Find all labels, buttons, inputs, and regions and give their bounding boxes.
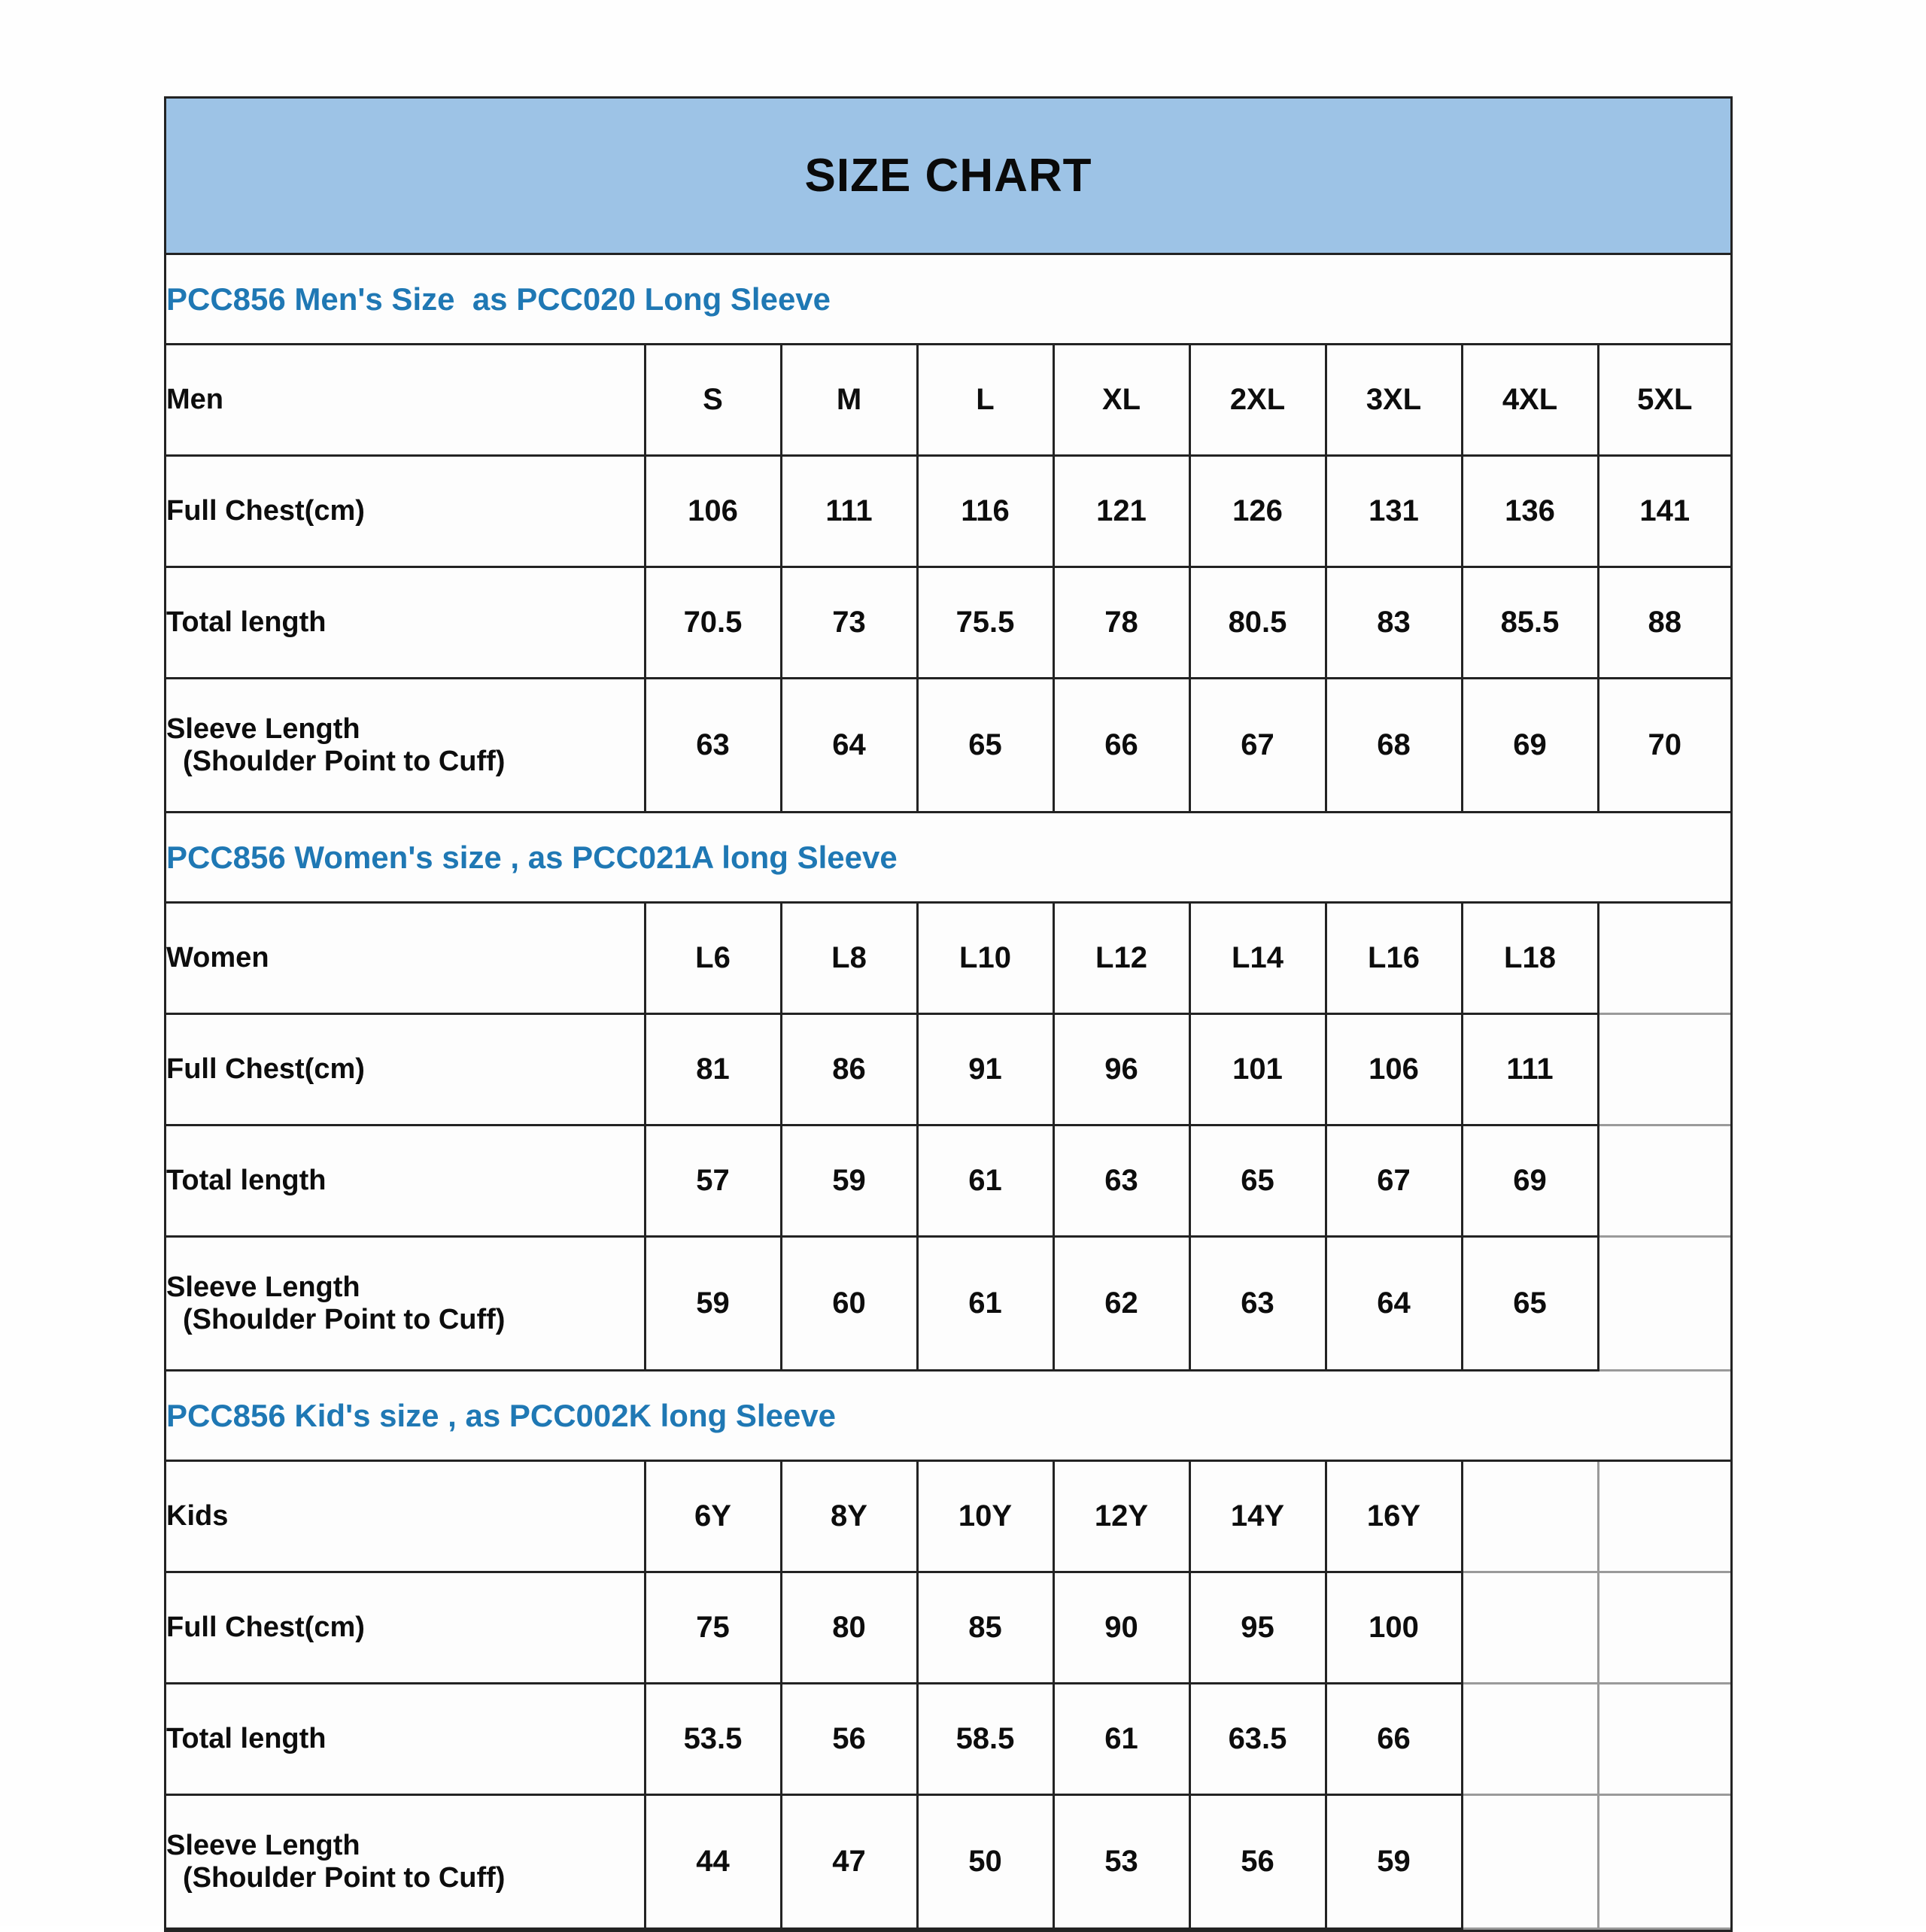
measurement-label-line2: (Shoulder Point to Cuff) <box>183 1861 506 1894</box>
measurement-value-cell: 111 <box>781 456 917 567</box>
measurement-value-cell: 69 <box>1462 1125 1598 1237</box>
size-header-cell: S <box>645 345 781 456</box>
measurement-label-cell <box>166 1684 645 1795</box>
measurement-value-cell: 47 <box>781 1795 917 1929</box>
section-heading-cell <box>166 254 1730 345</box>
measurement-value-cell: 65 <box>917 679 1053 813</box>
measurement-value-cell: 75 <box>645 1572 781 1684</box>
empty-cell <box>1598 1572 1730 1684</box>
size-header-cell: L10 <box>917 903 1053 1014</box>
measurement-value-cell: 83 <box>1326 567 1462 679</box>
measurement-value-cell: 50 <box>917 1795 1053 1929</box>
measurement-value-cell: 69 <box>1462 679 1598 813</box>
measurement-label-cell <box>166 1795 645 1929</box>
measurement-value-cell: 80.5 <box>1189 567 1326 679</box>
measurement-value-cell: 80 <box>781 1572 917 1684</box>
size-header-cell: 4XL <box>1462 345 1598 456</box>
size-header-cell: 8Y <box>781 1461 917 1572</box>
measurement-label-line1: Sleeve Length <box>166 1271 360 1303</box>
measurement-label-line1: Full Chest(cm) <box>166 1053 365 1085</box>
size-chart-table <box>166 99 1730 1930</box>
measurement-value-cell: 64 <box>781 679 917 813</box>
measurement-label-cell <box>166 1014 645 1125</box>
measurement-value-cell: 59 <box>1326 1795 1462 1929</box>
measurement-label-cell <box>166 1572 645 1684</box>
table-row <box>166 1461 1730 1572</box>
measurement-value-cell: 61 <box>917 1125 1053 1237</box>
empty-cell <box>1598 1461 1730 1572</box>
empty-cell <box>1598 1795 1730 1929</box>
size-header-cell: 2XL <box>1189 345 1326 456</box>
measurement-value-cell: 63 <box>1189 1237 1326 1371</box>
measurement-value-cell: 62 <box>1053 1237 1189 1371</box>
size-header-cell: L12 <box>1053 903 1189 1014</box>
table-row <box>166 1795 1730 1929</box>
measurement-value-cell: 53 <box>1053 1795 1189 1929</box>
table-row <box>166 1572 1730 1684</box>
measurement-value-cell: 106 <box>645 456 781 567</box>
measurement-value-cell: 85.5 <box>1462 567 1598 679</box>
size-header-cell: L <box>917 345 1053 456</box>
measurement-label-line1: Sleeve Length <box>166 712 360 745</box>
measurement-value-cell: 96 <box>1053 1014 1189 1125</box>
size-header-cell: L14 <box>1189 903 1326 1014</box>
table-row <box>166 1684 1730 1795</box>
measurement-value-cell: 65 <box>1462 1237 1598 1371</box>
measurement-label-cell <box>166 1125 645 1237</box>
size-header-cell: 5XL <box>1598 345 1730 456</box>
measurement-value-cell: 141 <box>1598 456 1730 567</box>
table-row <box>166 903 1730 1014</box>
measurement-value-cell: 100 <box>1326 1572 1462 1684</box>
empty-cell <box>1598 1237 1730 1371</box>
measurement-value-cell: 68 <box>1326 679 1462 813</box>
measurement-value-cell: 86 <box>781 1014 917 1125</box>
page-title: SIZE CHART <box>804 150 1092 202</box>
measurement-value-cell: 63.5 <box>1189 1684 1326 1795</box>
size-chart-table-container <box>164 96 1733 1932</box>
measurement-value-cell: 61 <box>1053 1684 1189 1795</box>
table-row <box>166 1237 1730 1371</box>
measurement-value-cell: 44 <box>645 1795 781 1929</box>
measurement-label-line1: Total length <box>166 1723 327 1754</box>
size-header-cell: 16Y <box>1326 1461 1462 1572</box>
size-chart-body <box>166 99 1730 254</box>
measurement-value-cell: 90 <box>1053 1572 1189 1684</box>
table-row <box>166 679 1730 813</box>
size-header-cell: XL <box>1053 345 1189 456</box>
measurement-value-cell: 67 <box>1189 679 1326 813</box>
measurement-value-cell: 66 <box>1326 1684 1462 1795</box>
measurement-label-cell <box>166 1237 645 1371</box>
size-header-cell: 14Y <box>1189 1461 1326 1572</box>
size-header-cell: L18 <box>1462 903 1598 1014</box>
measurement-label-line2: (Shoulder Point to Cuff) <box>183 1303 506 1335</box>
measurement-label-line1: Full Chest(cm) <box>166 495 365 527</box>
section-heading-label: PCC856 Kid's size , as PCC002K long Sleeve <box>166 1397 837 1433</box>
measurement-value-cell: 88 <box>1598 567 1730 679</box>
measurement-value-cell: 81 <box>645 1014 781 1125</box>
measurement-label-line1: Sleeve Length <box>166 1829 360 1861</box>
group-label-cell: Men <box>166 345 645 456</box>
measurement-value-cell: 61 <box>917 1237 1053 1371</box>
empty-cell <box>1462 1572 1598 1684</box>
title-row <box>166 99 1730 254</box>
size-header-cell: L6 <box>645 903 781 1014</box>
table-row <box>166 1014 1730 1125</box>
measurement-label-cell <box>166 567 645 679</box>
measurement-value-cell: 136 <box>1462 456 1598 567</box>
size-header-cell: M <box>781 345 917 456</box>
measurement-value-cell: 131 <box>1326 456 1462 567</box>
measurement-value-cell: 60 <box>781 1237 917 1371</box>
measurement-value-cell: 56 <box>1189 1795 1326 1929</box>
measurement-value-cell: 66 <box>1053 679 1189 813</box>
measurement-label-line1: Total length <box>166 606 327 638</box>
measurement-value-cell: 59 <box>645 1237 781 1371</box>
section-heading-label: PCC856 Men's Size as PCC020 Long Sleeve <box>166 281 831 317</box>
table-row <box>166 345 1730 456</box>
empty-cell <box>1598 1014 1730 1125</box>
section-heading-cell <box>166 1371 1730 1461</box>
measurement-label-line1: Full Chest(cm) <box>166 1612 365 1643</box>
measurement-value-cell: 106 <box>1326 1014 1462 1125</box>
section-heading-row <box>166 813 1730 903</box>
measurement-value-cell: 63 <box>645 679 781 813</box>
measurement-value-cell: 53.5 <box>645 1684 781 1795</box>
measurement-value-cell: 111 <box>1462 1014 1598 1125</box>
measurement-value-cell: 70.5 <box>645 567 781 679</box>
measurement-value-cell: 91 <box>917 1014 1053 1125</box>
measurement-value-cell: 95 <box>1189 1572 1326 1684</box>
empty-cell <box>1462 1684 1598 1795</box>
measurement-value-cell: 70 <box>1598 679 1730 813</box>
group-label-cell: Women <box>166 903 645 1014</box>
empty-cell <box>1462 1461 1598 1572</box>
size-header-cell: L8 <box>781 903 917 1014</box>
measurement-value-cell: 78 <box>1053 567 1189 679</box>
section-heading-row <box>166 1371 1730 1461</box>
measurement-label-line2: (Shoulder Point to Cuff) <box>183 745 506 777</box>
measurement-value-cell: 56 <box>781 1684 917 1795</box>
measurement-label-line1: Total length <box>166 1165 327 1196</box>
empty-cell <box>1598 1684 1730 1795</box>
section-heading-label: PCC856 Women's size , as PCC021A long Sleeve <box>166 839 898 875</box>
measurement-value-cell: 67 <box>1326 1125 1462 1237</box>
measurement-value-cell: 64 <box>1326 1237 1462 1371</box>
measurement-value-cell: 57 <box>645 1125 781 1237</box>
measurement-value-cell: 65 <box>1189 1125 1326 1237</box>
measurement-label-cell <box>166 679 645 813</box>
measurement-value-cell: 116 <box>917 456 1053 567</box>
empty-cell <box>1598 903 1730 1014</box>
size-header-cell: 3XL <box>1326 345 1462 456</box>
measurement-value-cell: 73 <box>781 567 917 679</box>
sections-body <box>166 254 1730 1929</box>
measurement-value-cell: 58.5 <box>917 1684 1053 1795</box>
table-row <box>166 456 1730 567</box>
measurement-value-cell: 75.5 <box>917 567 1053 679</box>
size-header-cell: 10Y <box>917 1461 1053 1572</box>
title-banner <box>166 99 1730 254</box>
measurement-value-cell: 63 <box>1053 1125 1189 1237</box>
size-header-cell: L16 <box>1326 903 1462 1014</box>
measurement-value-cell: 121 <box>1053 456 1189 567</box>
measurement-value-cell: 101 <box>1189 1014 1326 1125</box>
size-header-cell: 6Y <box>645 1461 781 1572</box>
measurement-value-cell: 85 <box>917 1572 1053 1684</box>
table-row <box>166 567 1730 679</box>
empty-cell <box>1462 1795 1598 1929</box>
table-row <box>166 1125 1730 1237</box>
measurement-value-cell: 59 <box>781 1125 917 1237</box>
section-heading-row <box>166 254 1730 345</box>
size-header-cell: 12Y <box>1053 1461 1189 1572</box>
measurement-label-cell <box>166 456 645 567</box>
group-label-cell: Kids <box>166 1461 645 1572</box>
measurement-value-cell: 126 <box>1189 456 1326 567</box>
empty-cell <box>1598 1125 1730 1237</box>
section-heading-cell <box>166 813 1730 903</box>
